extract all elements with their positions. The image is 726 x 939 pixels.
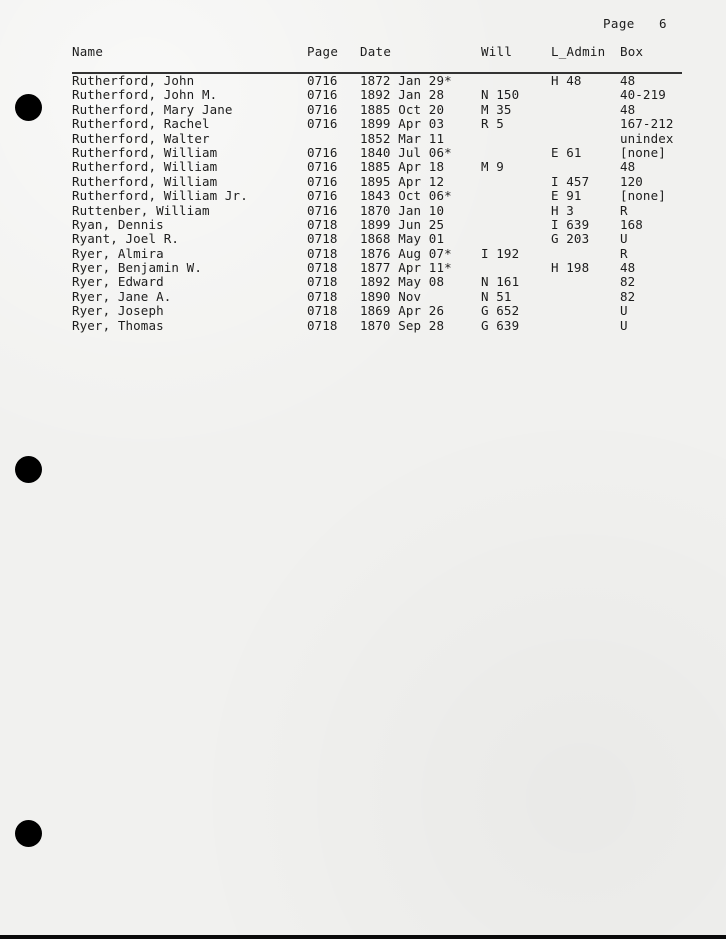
- header-page: Page: [307, 44, 339, 59]
- entry-box: U: [620, 231, 628, 247]
- entry-will: N 161: [481, 274, 520, 290]
- entry-date: 1899 Jun 25: [360, 216, 445, 232]
- entry-page: 0716: [307, 159, 338, 175]
- entry-page: 0718: [307, 231, 338, 247]
- entry-name: Ryer, Joseph: [72, 303, 164, 319]
- entry-date: 1892 May 08: [360, 274, 445, 290]
- table-row: [72, 304, 682, 318]
- entry-name: Rutherford, Rachel: [72, 116, 210, 132]
- entry-will: M 9: [481, 159, 504, 175]
- table-row: [72, 132, 682, 146]
- entry-page: 0716: [307, 87, 338, 103]
- entry-name: Rutherford, William: [72, 173, 218, 189]
- entry-l-admin: G 203: [551, 231, 590, 247]
- entry-page: 0718: [307, 260, 338, 276]
- entry-name: Ryan, Dennis: [72, 216, 164, 232]
- punch-hole-bottom: [15, 820, 42, 847]
- entry-date: 1892 Jan 28: [360, 87, 445, 103]
- entry-page: 0716: [307, 173, 338, 189]
- entry-page: 0716: [307, 188, 338, 204]
- entry-name: Rutherford, Mary Jane: [72, 101, 233, 117]
- table-row: [72, 175, 682, 189]
- entry-page: 0718: [307, 317, 338, 333]
- entry-box: 82: [620, 288, 636, 304]
- table-row: [72, 103, 682, 117]
- entry-date: 1868 May 01: [360, 231, 445, 247]
- table-row: [72, 204, 682, 218]
- entry-date: 1890 Nov: [360, 288, 422, 304]
- entry-will: N 51: [481, 288, 512, 304]
- entry-date: 1870 Jan 10: [360, 202, 445, 218]
- entry-page: 0718: [307, 303, 338, 319]
- entry-name: Ryer, Thomas: [72, 317, 164, 333]
- entry-date: 1840 Jul 06*: [360, 144, 452, 160]
- entry-date: 1877 Apr 11*: [360, 260, 452, 276]
- table-row: [72, 218, 682, 232]
- entry-box: [none]: [620, 144, 666, 160]
- entry-box: 48: [620, 159, 636, 175]
- entry-will: G 639: [481, 317, 520, 333]
- entry-box: 167-212: [620, 116, 674, 132]
- entries-table: [72, 74, 682, 333]
- table-row: [72, 275, 682, 289]
- entry-date: 1885 Oct 20: [360, 101, 445, 117]
- table-row: [72, 247, 682, 261]
- entry-name: Rutherford, Walter: [72, 130, 210, 146]
- entry-box: [none]: [620, 188, 666, 204]
- entry-page: 0716: [307, 202, 338, 218]
- entry-l-admin: H 198: [551, 260, 590, 276]
- entry-l-admin: I 639: [551, 216, 590, 232]
- entry-name: Rutherford, William: [72, 159, 218, 175]
- entry-name: Ryant, Joel R.: [72, 231, 180, 247]
- entry-l-admin: H 48: [551, 73, 582, 88]
- entry-box: unindex: [620, 130, 674, 146]
- entry-page: 0716: [307, 101, 338, 117]
- entry-will: M 35: [481, 101, 512, 117]
- entry-date: 1852 Mar 11: [360, 130, 445, 146]
- entry-date: 1843 Oct 06*: [360, 188, 452, 204]
- entry-date: 1885 Apr 18: [360, 159, 445, 175]
- entry-name: Ryer, Jane A.: [72, 288, 172, 304]
- header-date: Date: [360, 44, 392, 59]
- entry-name: Ryer, Edward: [72, 274, 164, 290]
- entry-will: N 150: [481, 87, 520, 103]
- entry-will: G 652: [481, 303, 520, 319]
- entry-page: 0718: [307, 274, 338, 290]
- entry-box: R: [620, 245, 628, 261]
- entry-name: Ryer, Benjamin W.: [72, 260, 202, 276]
- table-row: [72, 261, 682, 275]
- page-number-label: Page: [603, 16, 635, 31]
- table-row: [72, 189, 682, 203]
- table-row: [72, 117, 682, 131]
- entry-box: U: [620, 317, 628, 333]
- header-l-admin: L_Admin: [551, 44, 606, 59]
- table-row: [72, 290, 682, 304]
- page-bottom-edge: [0, 935, 726, 939]
- entry-name: Ruttenber, William: [72, 202, 210, 218]
- header-name: Name: [72, 44, 104, 59]
- entry-box: 40-219: [620, 87, 666, 103]
- entry-date: 1899 Apr 03: [360, 116, 445, 132]
- entry-page: 0716: [307, 73, 338, 88]
- entry-box: 48: [620, 260, 636, 276]
- entry-l-admin: E 61: [551, 144, 582, 160]
- page-number-value: 6: [658, 16, 667, 31]
- punch-hole-top: [15, 94, 42, 121]
- entry-box: 48: [620, 101, 636, 117]
- entry-box: U: [620, 303, 628, 319]
- page-number: [603, 16, 667, 31]
- entry-page: 0718: [307, 216, 338, 232]
- entry-name: Rutherford, William Jr.: [72, 188, 248, 204]
- entry-date: 1870 Sep 28: [360, 317, 445, 333]
- entry-will: I 192: [481, 245, 520, 261]
- entry-l-admin: I 457: [551, 173, 590, 189]
- entry-box: 82: [620, 274, 636, 290]
- entry-box: 120: [620, 173, 643, 189]
- entry-l-admin: E 91: [551, 188, 582, 204]
- entry-box: R: [620, 202, 628, 218]
- table-row: [72, 88, 682, 102]
- entry-page: 0716: [307, 116, 338, 132]
- table-row: [72, 232, 682, 246]
- entry-date: 1869 Apr 26: [360, 303, 445, 319]
- entry-box: 168: [620, 216, 643, 232]
- punch-hole-middle: [15, 456, 42, 483]
- entry-will: R 5: [481, 116, 504, 132]
- entry-date: 1876 Aug 07*: [360, 245, 452, 261]
- entry-page: 0718: [307, 288, 338, 304]
- entry-box: 48: [620, 73, 636, 88]
- header-will: Will: [481, 44, 513, 59]
- entry-l-admin: H 3: [551, 202, 574, 218]
- entry-name: Rutherford, John: [72, 73, 195, 88]
- entry-date: 1895 Apr 12: [360, 173, 445, 189]
- entry-name: Rutherford, John M.: [72, 87, 218, 103]
- table-row: [72, 319, 682, 333]
- entry-page: 0716: [307, 144, 338, 160]
- entry-page: 0718: [307, 245, 338, 261]
- table-row: [72, 146, 682, 160]
- entry-date: 1872 Jan 29*: [360, 73, 452, 88]
- entry-name: Ryer, Almira: [72, 245, 164, 261]
- header-box: Box: [620, 44, 644, 59]
- table-row: [72, 160, 682, 174]
- table-row: [72, 74, 682, 88]
- entry-name: Rutherford, William: [72, 144, 218, 160]
